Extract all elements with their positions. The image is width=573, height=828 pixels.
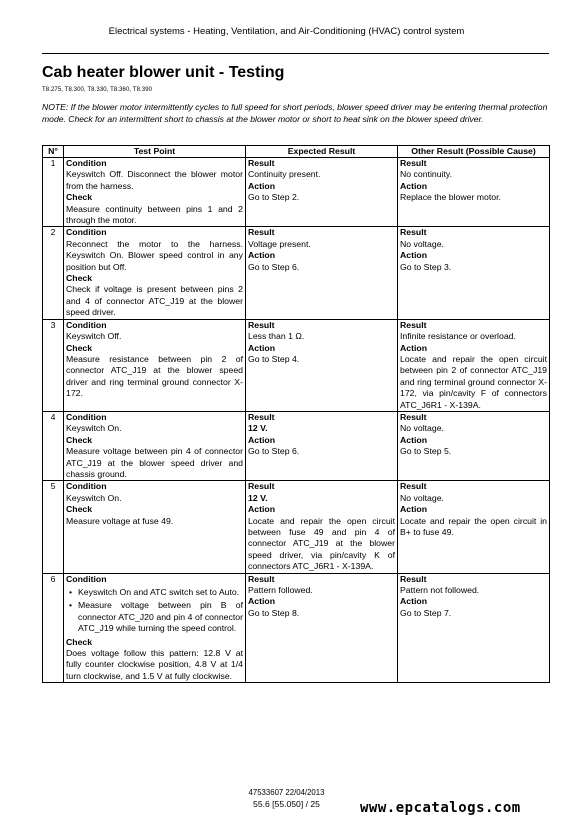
test-point-cell — [64, 411, 246, 480]
table-row — [43, 158, 550, 227]
condition-text: Reconnect the motor to the harness. Keyswitch On. Blower speed control in any position but Off. — [66, 238, 243, 272]
table-row — [43, 573, 550, 683]
result-text: Pattern not followed. — [400, 585, 480, 596]
test-point-cell — [64, 573, 246, 683]
action-text: Go to Step 8. — [248, 607, 300, 618]
expected-result-cell — [246, 319, 398, 411]
footer-doc-id: 47533607 22/04/2013 — [248, 788, 325, 797]
check-text: Check if voltage is present between pins 2 and 4 of connector ATC_J19 at the blower speed driver. — [66, 284, 243, 318]
other-result-cell — [398, 319, 550, 411]
condition-text: Keyswitch Off. Disconnect the blower motor from the harness. — [66, 169, 243, 191]
result-label: Result — [248, 573, 275, 584]
condition-item: • Measure voltage between pin B of connector ATC_J20 and pin 4 of connector ATC_J19 while turning the speed control. — [78, 600, 243, 634]
result-text: Infinite resistance or overload. — [400, 331, 516, 342]
action-text: Replace the blower motor. — [400, 192, 501, 203]
page-title: Cab heater blower unit - Testing — [42, 64, 285, 81]
result-label: Result — [248, 481, 275, 492]
test-point-cell — [64, 481, 246, 573]
check-label: Check — [66, 342, 93, 353]
table-row — [43, 319, 550, 411]
action-label: Action — [248, 342, 276, 353]
action-text: Go to Step 7. — [400, 607, 452, 618]
step-number: 1 — [43, 158, 64, 227]
col-number: N° — [43, 146, 64, 158]
step-number: 5 — [43, 481, 64, 573]
result-label: Result — [248, 319, 275, 330]
table-row — [43, 411, 550, 480]
running-header: Electrical systems - Heating, Ventilation, and Air-Conditioning (HVAC) control system — [108, 26, 465, 37]
other-result-cell — [398, 481, 550, 573]
expected-result-cell — [246, 573, 398, 683]
result-label: Result — [400, 227, 427, 238]
col-expected-result: Expected Result — [246, 146, 398, 158]
action-text: Go to Step 4. — [248, 353, 300, 364]
action-text: Go to Step 3. — [400, 261, 452, 272]
result-text: Less than 1 Ω. — [248, 331, 305, 342]
action-label: Action — [400, 180, 428, 191]
action-text: Locate and repair the open circuit between fuse 49 and pin 4 of connector ATC_J19 at the blower speed driver, via pin/cavity K of connectors ATC_J6R1 - X-139A. — [248, 515, 395, 572]
condition-label: Condition — [66, 319, 107, 330]
result-label: Result — [248, 158, 275, 168]
condition-label: Condition — [66, 227, 107, 238]
other-result-cell — [398, 227, 550, 319]
condition-text: Keyswitch On. — [66, 423, 122, 434]
result-text: No voltage. — [400, 423, 444, 434]
footer-page-number: 55.6 [55.050] / 25 — [253, 799, 320, 809]
result-text: No voltage. — [400, 238, 444, 249]
check-label: Check — [66, 636, 93, 647]
table-row — [43, 481, 550, 573]
expected-result-cell — [246, 158, 398, 227]
header-rule — [42, 53, 549, 54]
action-text: Locate and repair the open circuit between pin 2 of connector ATC_J19 and ring terminal ground connector X-172, via pin/cavity F of connectors ATC_J6R1 - X-139A. — [400, 353, 547, 410]
result-text: No voltage. — [400, 492, 444, 503]
action-label: Action — [400, 342, 428, 353]
result-label: Result — [248, 411, 275, 422]
result-label: Result — [400, 319, 427, 330]
result-label: Result — [400, 481, 427, 492]
other-result-cell — [398, 158, 550, 227]
action-label: Action — [248, 504, 276, 515]
check-text: Measure voltage at fuse 49. — [66, 515, 174, 526]
action-label: Action — [248, 596, 276, 607]
check-label: Check — [66, 192, 93, 203]
result-text: Voltage present. — [248, 238, 311, 249]
action-label: Action — [248, 180, 276, 191]
result-label: Result — [400, 411, 427, 422]
step-number: 4 — [43, 411, 64, 480]
check-label: Check — [66, 434, 93, 445]
model-list: T8.275, T8.300, T8.330, T8.360, T8.390 — [42, 87, 153, 93]
condition-label: Condition — [66, 573, 107, 584]
test-table — [42, 145, 550, 683]
check-text: Measure resistance between pin 2 of connector ATC_J19 at the blower speed driver and ring terminal ground connector X-172. — [66, 353, 243, 399]
result-label: Result — [248, 227, 275, 238]
condition-item: • Keyswitch On and ATC switch set to Auto. — [78, 587, 243, 598]
action-text: Go to Step 6. — [248, 261, 300, 272]
step-number: 6 — [43, 573, 64, 683]
other-result-cell — [398, 573, 550, 683]
result-text: Pattern followed. — [248, 585, 313, 596]
step-number: 3 — [43, 319, 64, 411]
watermark: www.epcatalogs.com — [360, 800, 521, 816]
test-point-cell — [64, 158, 246, 227]
expected-result-cell — [246, 411, 398, 480]
test-point-cell — [64, 319, 246, 411]
check-label: Check — [66, 273, 93, 284]
check-text: Measure voltage between pin 4 of connector ATC_J19 at the blower speed driver and chassis ground. — [66, 446, 243, 479]
condition-label: Condition — [66, 481, 107, 492]
action-text: Locate and repair the open circuit in B+ to fuse 49. — [400, 515, 547, 537]
result-label: Result — [400, 573, 427, 584]
condition-text: Keyswitch Off. — [66, 331, 122, 342]
result-text: 12 V. — [248, 492, 268, 503]
result-text: No continuity. — [400, 169, 452, 180]
col-test-point: Test Point — [64, 146, 246, 158]
action-label: Action — [248, 250, 276, 261]
action-label: Action — [400, 596, 428, 607]
col-other-result: Other Result (Possible Cause) — [398, 146, 550, 158]
condition-text: Keyswitch On. — [66, 492, 122, 503]
other-result-cell — [398, 411, 550, 480]
condition-list — [66, 587, 243, 635]
result-label: Result — [400, 158, 427, 168]
table-header-row — [43, 146, 550, 158]
check-text: Does voltage follow this pattern: 12.8 V at fully counter clockwise position, 4.8 V at 1/4 turn clockwise, and 1.5 V at fully clockwise. — [66, 648, 243, 681]
action-label: Action — [400, 504, 428, 515]
step-number: 2 — [43, 227, 64, 319]
condition-label: Condition — [66, 411, 107, 422]
result-text: 12 V. — [248, 423, 268, 434]
condition-label: Condition — [66, 158, 107, 168]
check-label: Check — [66, 504, 93, 515]
action-label: Action — [400, 434, 428, 445]
table-row — [43, 227, 550, 319]
action-text: Go to Step 2. — [248, 192, 300, 203]
action-label: Action — [248, 434, 276, 445]
note-paragraph: NOTE: If the blower motor intermittently cycles to full speed for short periods, blower speed driver may be entering thermal protection mode. Check for an intermittent short to chassis at the blower motor or short to heat sink on the blower speed driver. — [42, 102, 548, 124]
test-point-cell — [64, 227, 246, 319]
action-text: Go to Step 6. — [248, 446, 300, 457]
expected-result-cell — [246, 227, 398, 319]
action-label: Action — [400, 250, 428, 261]
expected-result-cell — [246, 481, 398, 573]
result-text: Continuity present. — [248, 169, 321, 180]
check-text: Measure continuity between pins 1 and 2 through the motor. — [66, 203, 243, 226]
action-text: Go to Step 5. — [400, 446, 452, 457]
